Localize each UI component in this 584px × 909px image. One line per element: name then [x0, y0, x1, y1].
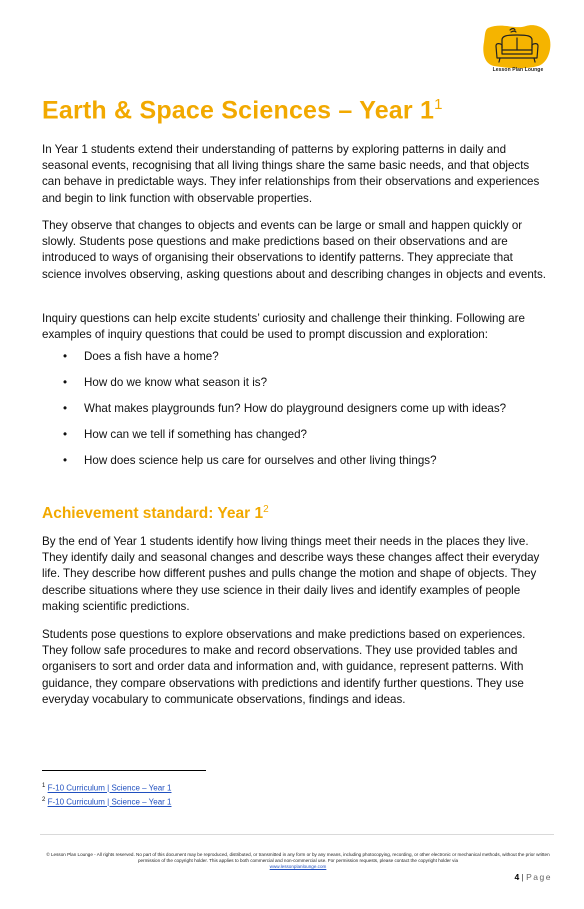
footnote-link[interactable]: F-10 Curriculum | Science – Year 1 — [47, 797, 172, 807]
bullet-icon: • — [63, 453, 68, 467]
footer-divider — [40, 834, 554, 835]
inquiry-intro-paragraph: Inquiry questions can help excite students’ curiosity and challenge their thinking. Following are examples of inquiry questions that could be used to prompt discussion and exploration: — [42, 312, 525, 342]
intro-paragraph-2: They observe that changes to objects and events can be large or small and happen quickly or slowly. Students pose questions and make predictions based on their observations and are introduced to ways of organising their observations to identify patterns. They appreciate that science involves observing, asking questions about and describing changes in objects and events. — [42, 219, 546, 281]
inquiry-questions-list — [42, 349, 550, 478]
list-item: • How can we tell if something has changed? — [63, 427, 307, 441]
logo-text: Lesson Plan Lounge — [492, 67, 544, 73]
bullet-icon: • — [63, 350, 68, 363]
achievement-paragraph-2: Students pose questions to explore observations and make predictions based on experiences. They follow safe procedures to make and record observations. They use provided tables and organisers to sort and order data and information and, with guidance, represent patterns. With guidance, they compare observations with predictions and identify further questions. They use everyday vocabulary to communicate observations, findings and ideas. — [42, 628, 526, 706]
footnote-2: $^2$ F-10 Curriculum | Science – Year 1 — [42, 797, 172, 807]
bullet-icon: • — [63, 401, 68, 415]
footnote-link[interactable]: F-10 Curriculum | Science – Year 1 — [47, 783, 172, 793]
achievement-standard-heading: Achievement standard: Year $1^2$ — [42, 504, 269, 523]
list-item: • How do we know what season it is? — [63, 375, 268, 389]
achievement-paragraph-1: By the end of Year 1 students identify how living things meet their needs in the places they live. They identify daily and seasonal changes and describe ways these changes affect their everyday life. They describe how different pushes and pulls change the motion and shape of objects. They describe situations where they use science in their daily lives and identify examples of people making scientific predictions. — [42, 535, 540, 613]
website-link[interactable]: www.lessonplanlounge.com — [269, 864, 327, 869]
intro-paragraph-1: In Year 1 students extend their understanding of patterns by exploring patterns in daily and seasonal events, recognising that all living things share the same basic needs, and that objects can behave in predictable ways. They infer relationships from their observations and experiences and begin to link function with observable properties. — [42, 143, 540, 205]
copyright-notice: © Lesson Plan Lounge - All rights reserved. No part of this document may be reproduced, distributed, or transmitted in any form or by any means, including photocopying, recording, or other electronic or mechanical methods, without the prior written permission of the copyright holder. This applies to both commercial and non-commercial use. For permission requests, please contact the copyright holder via www.lessonplanlounge.com — [46, 852, 550, 869]
page-title: Earth & Space Sciences – Year $1^1$ — [42, 96, 443, 125]
bullet-icon: • — [63, 375, 68, 389]
footnote-1: $^1$ F-10 Curriculum | Science – Year 1 — [42, 783, 172, 793]
footnote-divider — [42, 770, 206, 771]
achievement-footnote-ref[interactable]: 2 — [263, 504, 269, 515]
page-number: 4 | Page — [514, 872, 552, 882]
bullet-icon: • — [63, 427, 68, 441]
list-item: • How does science help us care for ourselves and other living things? — [63, 453, 437, 467]
list-item: • Does a fish have a home? — [63, 350, 219, 363]
list-item: • What makes playgrounds fun? How do playground designers come up with ideas? — [63, 401, 507, 415]
title-footnote-ref[interactable]: 1 — [434, 96, 443, 113]
